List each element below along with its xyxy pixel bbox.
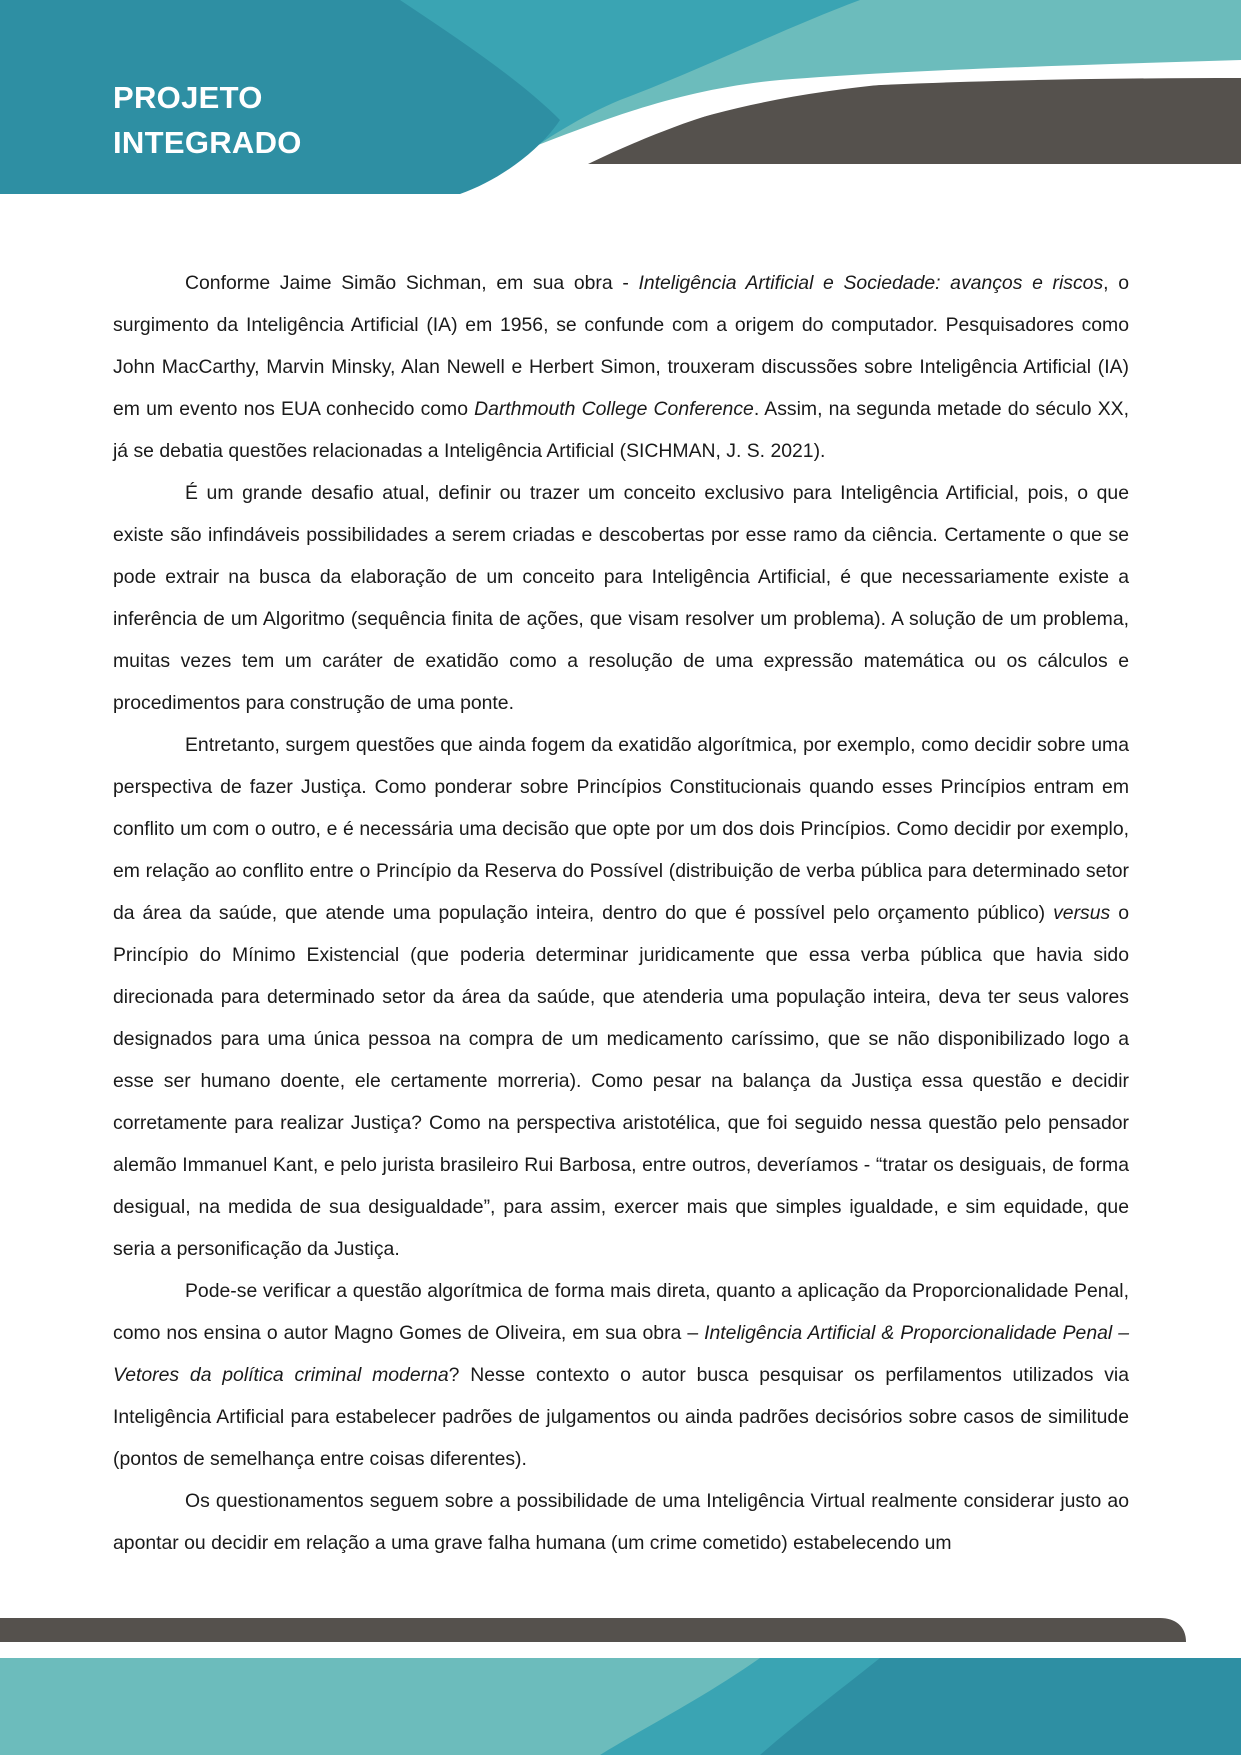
body-paragraph [113, 1270, 1129, 1480]
page-title [113, 75, 302, 165]
text-run: Os questionamentos seguem sobre a possibilidade de uma Inteligência Virtual realmente considerar justo ao apontar ou decidir em relação a uma grave falha humana (um crime cometido) estabelecendo um [113, 1490, 1129, 1554]
text-run: É um grande desafio atual, definir ou trazer um conceito exclusivo para Inteligência Artificial, pois, o que existe são infindáveis possibilidades a serem criadas e descobertas por esse ramo da ciência. Certamente o que se pode extrair na busca da elaboração de um conceito para Inteligência Artificial, é que necessariamente existe a inferência de um Algoritmo (sequência finita de ações, que visam resolver um problema). A solução de um problema, muitas vezes tem um caráter de exatidão como a resolução de uma expressão matemática ou os cálculos e procedimentos para construção de uma ponte. [113, 482, 1129, 714]
italic-text-run: Inteligência Artificial e Sociedade: avanços e riscos [638, 272, 1104, 294]
text-run: , o surgimento da Inteligência Artificial (IA) em 1956, se confunde com a origem do computador. Pesquisadores como John MacCarthy, Marvin Minsky, Alan Newell e Herbert Simon, trouxeram discussões sobre Inteligência Artificial (IA) em um evento nos EUA conhecido como [113, 272, 1130, 420]
italic-text-run: versus [1053, 902, 1111, 924]
body-paragraph [113, 724, 1129, 1270]
text-run: ? Nesse contexto o autor busca pesquisar os perfilamentos utilizados via Inteligência Artificial para estabelecer padrões de julgamentos ou ainda padrões decisórios sobre casos de similitude (pontos de semelhança entre coisas diferentes). [113, 1364, 1129, 1470]
text-run: Entretanto, surgem questões que ainda fogem da exatidão algorítmica, por exemplo, como decidir sobre uma perspectiva de fazer Justiça. Como ponderar sobre Princípios Constitucionais quando esses Princípios entram em conflito um com o outro, e é necessária uma decisão que opte por um dos dois Princípios. Como decidir por exemplo, em relação ao conflito entre o Princípio da Reserva do Possível (distribuição de verba pública para determinado setor da área da saúde, que atende uma população inteira, dentro do que é possível pelo orçamento público) [113, 734, 1129, 924]
text-run: Conforme Jaime Simão Sichman, em sua obra - [185, 272, 639, 294]
footer-banner [0, 1610, 1241, 1755]
italic-text-run: Darthmouth College Conference [474, 398, 754, 420]
text-run: Pode-se verificar a questão algorítmica de forma mais direta, quanto a aplicação da Proporcionalidade Penal, como nos ensina o autor Magno Gomes de Oliveira, em sua obra – [113, 1280, 1129, 1344]
italic-text-run: Inteligência Artificial & Proporcionalidade Penal – Vetores da política criminal moderna [113, 1322, 1129, 1386]
body-paragraph [113, 262, 1129, 472]
title-line-1: PROJETO [113, 80, 263, 115]
header-banner [0, 0, 1241, 200]
document-body [113, 262, 1129, 1564]
footer-wave-graphic [0, 1610, 1241, 1755]
text-run: o Princípio do Mínimo Existencial (que poderia determinar juridicamente que essa verba pública que havia sido direcionada para determinado setor da área da saúde, que atenderia uma população inteira, deva ter seus valores designados para uma única pessoa na compra de um medicamento caríssimo, que se não disponibilizado logo a esse ser humano doente, ele certamente morreria). Como pesar na balança da Justiça essa questão e decidir corretamente para realizar Justiça? Como na perspectiva aristotélica, que foi seguido nessa questão pelo pensador alemão Immanuel Kant, e pelo jurista brasileiro Rui Barbosa, entre outros, deveríamos - “tratar os desiguais, de forma desigual, na medida de sua desigualdade”, para assim, exercer mais que simples igualdade, e sim equidade, que seria a personificação da Justiça. [113, 902, 1129, 1260]
title-line-2: INTEGRADO [113, 125, 302, 160]
text-run: . Assim, na segunda metade do século XX, já se debatia questões relacionadas a Inteligência Artificial (SICHMAN, J. S. 2021). [113, 398, 1129, 462]
body-paragraph [113, 472, 1129, 724]
body-paragraph [113, 1480, 1129, 1564]
